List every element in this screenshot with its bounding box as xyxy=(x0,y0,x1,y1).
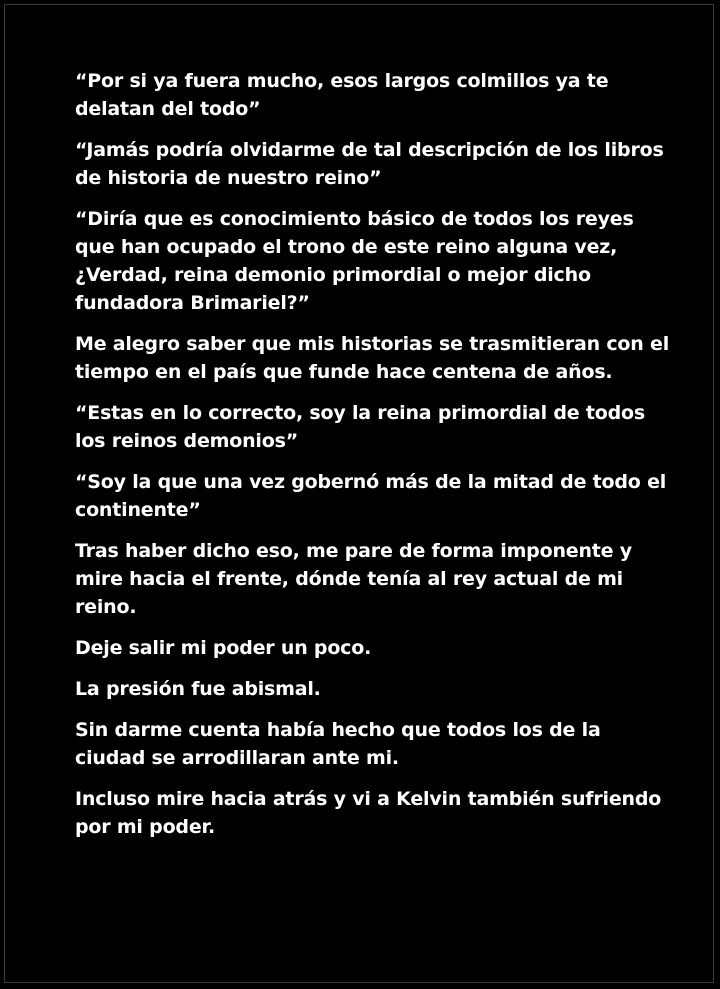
paragraph: “Soy la que una vez gobernó más de la mitad de todo el continente” xyxy=(75,471,667,521)
story-text xyxy=(75,67,675,854)
paragraph: Incluso mire hacia atrás y vi a Kelvin también sufriendo por mi poder. xyxy=(75,788,662,838)
paragraph: Tras haber dicho eso, me pare de forma imponente y mire hacia el frente, dónde tenía al rey actual de mi reino. xyxy=(75,540,632,618)
paragraph: Deje salir mi poder un poco. xyxy=(75,637,372,659)
paragraph: “Jamás podría olvidarme de tal descripción de los libros de historia de nuestro reino” xyxy=(75,139,664,189)
paragraph: La presión fue abismal. xyxy=(75,678,321,700)
paragraph: “Por si ya fuera mucho, esos largos colmillos ya te delatan del todo” xyxy=(75,70,609,120)
paragraph: Me alegro saber que mis historias se trasmitieran con el tiempo en el país que funde hace centena de años. xyxy=(75,333,670,383)
paragraph: “Diría que es conocimiento básico de todos los reyes que han ocupado el trono de este reino alguna vez, ¿Verdad, reina demonio primordial o mejor dicho fundadora Brimariel?” xyxy=(75,208,634,314)
page-frame xyxy=(4,4,714,983)
paragraph: “Estas en lo correcto, soy la reina primordial de todos los reinos demonios” xyxy=(75,402,645,452)
paragraph: Sin darme cuenta había hecho que todos los de la ciudad se arrodillaran ante mi. xyxy=(75,719,601,769)
